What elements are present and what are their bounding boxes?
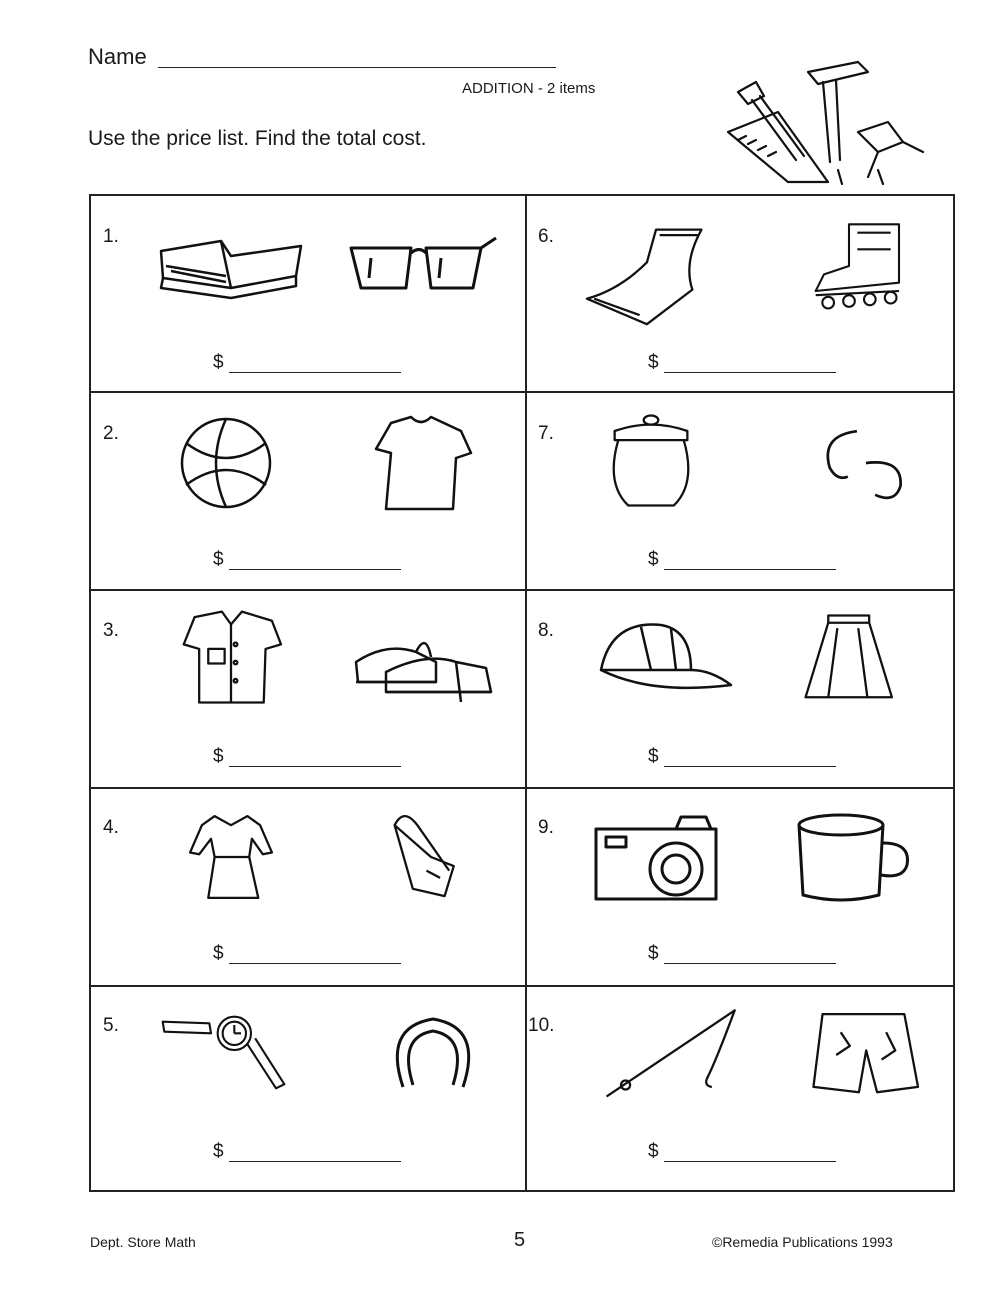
dollar-sign: $ xyxy=(213,943,224,964)
page-number: 5 xyxy=(514,1229,526,1251)
dollar-sign: $ xyxy=(648,549,659,570)
skirt-icon xyxy=(771,610,931,710)
problem-3 xyxy=(91,590,522,787)
hoop-earrings-icon xyxy=(786,413,946,513)
shorts-icon xyxy=(788,1005,948,1105)
tools-icon xyxy=(718,52,928,192)
dress-icon xyxy=(151,807,311,907)
answer-field[interactable] xyxy=(664,372,836,373)
camera-icon xyxy=(586,809,746,909)
footer-title: Dept. Store Math xyxy=(90,1234,196,1250)
answer-field[interactable] xyxy=(229,569,401,570)
problem-2 xyxy=(91,393,522,590)
problem-number: 10. xyxy=(528,1015,555,1036)
headband-icon xyxy=(353,1007,513,1107)
baseball-cap-icon xyxy=(581,615,741,715)
answer-field[interactable] xyxy=(664,1161,836,1162)
answer-field[interactable] xyxy=(229,372,401,373)
problem-1 xyxy=(91,196,522,393)
fishing-rod-icon xyxy=(591,1005,751,1105)
problem-number: 3. xyxy=(103,620,119,641)
problem-4 xyxy=(91,787,522,984)
answer-field[interactable] xyxy=(229,766,401,767)
t-shirt-icon xyxy=(341,413,501,513)
dollar-sign: $ xyxy=(213,352,224,373)
problem-5 xyxy=(91,985,522,1182)
problem-number: 1. xyxy=(103,226,119,247)
name-field[interactable] xyxy=(158,67,556,68)
dollar-sign: $ xyxy=(213,1141,224,1162)
rollerblade-icon xyxy=(794,216,954,316)
answer-field[interactable] xyxy=(664,766,836,767)
problem-6 xyxy=(526,196,957,393)
sneakers-icon xyxy=(346,612,506,712)
shirt-icon xyxy=(151,608,311,708)
problem-8 xyxy=(526,590,957,787)
mug-icon xyxy=(771,809,931,909)
basketball-icon xyxy=(146,413,306,513)
answer-field[interactable] xyxy=(229,1161,401,1162)
dollar-sign: $ xyxy=(648,1141,659,1162)
problem-number: 9. xyxy=(538,817,554,838)
problem-number: 4. xyxy=(103,817,119,838)
problem-number: 8. xyxy=(538,620,554,641)
copyright: ©Remedia Publications 1993 xyxy=(712,1234,893,1250)
problem-number: 2. xyxy=(103,423,119,444)
problem-number: 6. xyxy=(538,226,554,247)
problem-9 xyxy=(526,787,957,984)
name-label: Name xyxy=(88,44,147,69)
problem-number: 5. xyxy=(103,1015,119,1036)
answer-field[interactable] xyxy=(664,569,836,570)
wristwatch-icon xyxy=(146,1005,306,1105)
problem-number: 7. xyxy=(538,423,554,444)
worksheet-subtitle: ADDITION - 2 items xyxy=(462,80,596,97)
towel-icon xyxy=(576,226,736,326)
dollar-sign: $ xyxy=(648,352,659,373)
problem-7 xyxy=(526,393,957,590)
book-icon xyxy=(151,216,311,316)
answer-field[interactable] xyxy=(229,963,401,964)
cookie-jar-icon xyxy=(571,411,731,511)
sunglasses-icon xyxy=(341,218,501,318)
dollar-sign: $ xyxy=(213,746,224,767)
answer-field[interactable] xyxy=(664,963,836,964)
problem-grid xyxy=(89,194,955,1192)
dollar-sign: $ xyxy=(648,943,659,964)
dollar-sign: $ xyxy=(213,549,224,570)
instructions: Use the price list. Find the total cost. xyxy=(88,127,427,150)
problem-10 xyxy=(526,985,957,1182)
dollar-sign: $ xyxy=(648,746,659,767)
purse-icon xyxy=(351,807,511,907)
